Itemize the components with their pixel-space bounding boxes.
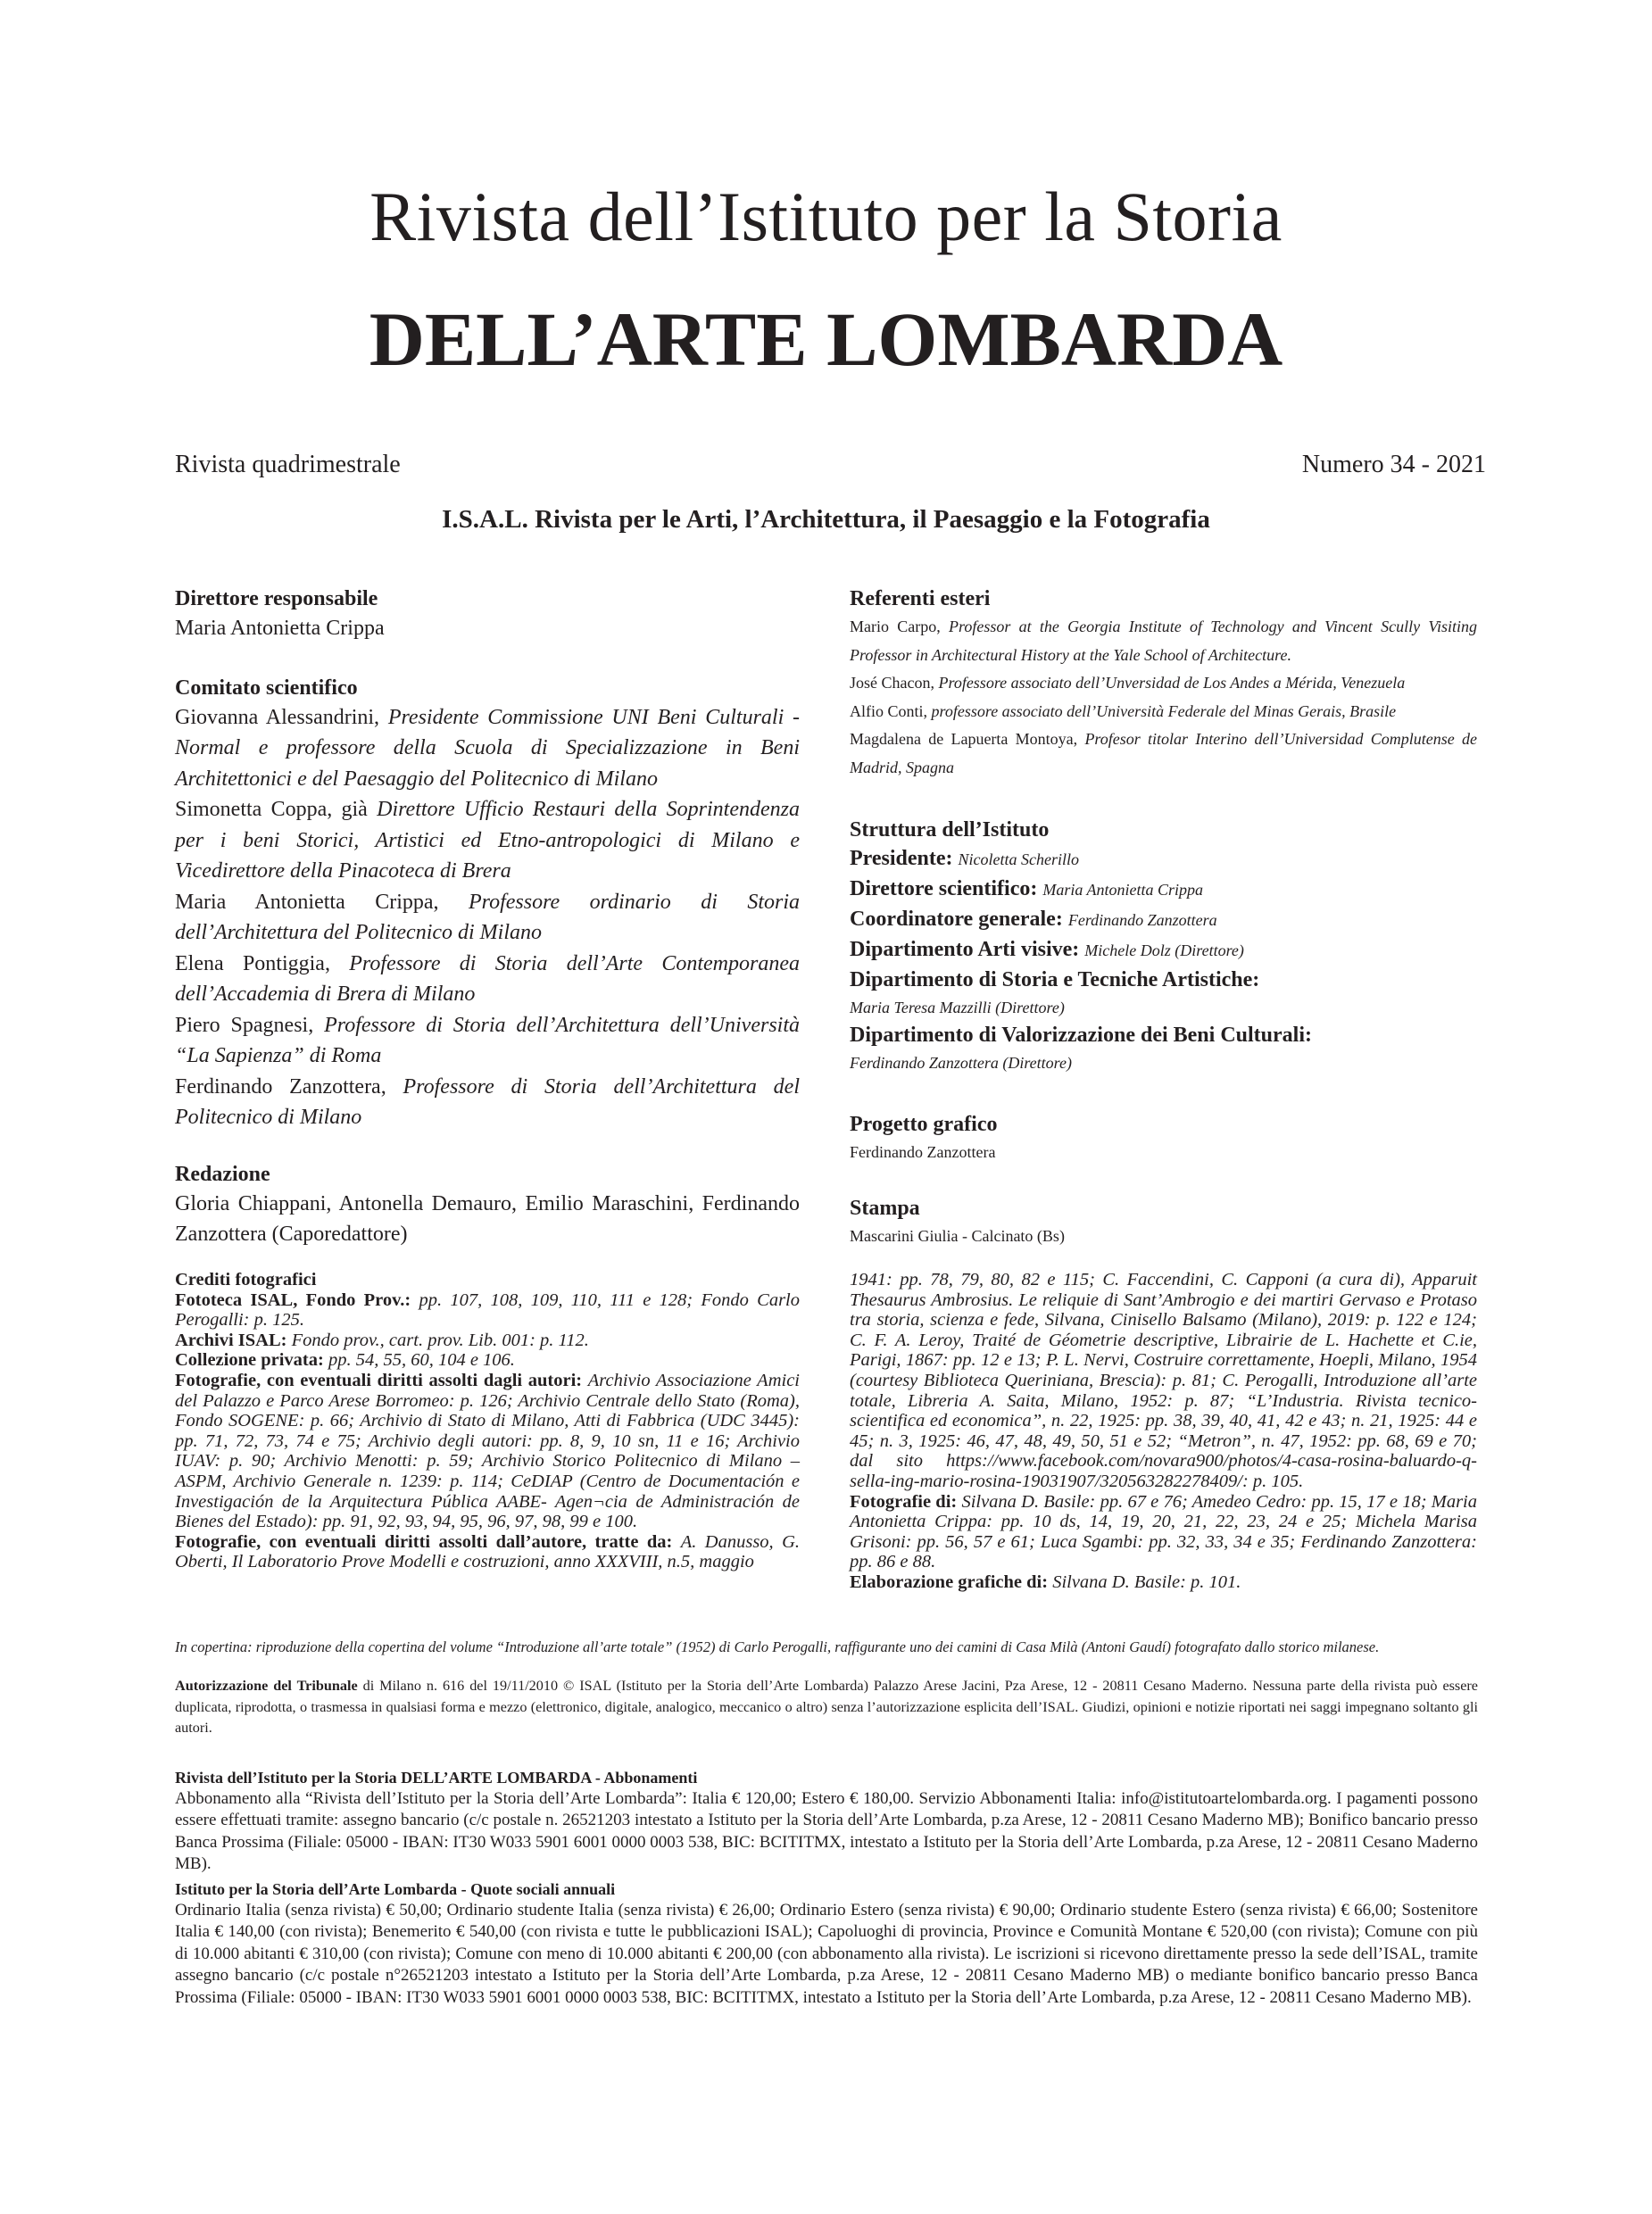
president-label: Presidente: <box>850 847 959 870</box>
structure-heading: Struttura dell’Istituto <box>850 818 1050 842</box>
legal-text: di Milano n. 616 del 19/11/2010 © ISAL (Istituto per la Storia dell’Arte Lombarda) Palazzo Arese Jacini, Pza Arese, 12 - 20811 Cesano Maderno. Nessuna parte della rivista può essere duplicata, riprodotta, o trasmessa in qualsiasi forma e mezzo (elettronico, digitale, analogico, meccanico o altro) senza l’autorizzazione esplicita dell’ISAL. Giudizi, opinioni e notizie riportati nei saggi impegnano soltanto gli autori. <box>175 1678 1478 1736</box>
credit-value: Archivio Associazione Amici del Palazzo e Parco Arese Borromeo: p. 126; Archivio Centrale dello Stato (Roma), Fondo SOGENE: p. 66; Archivio di Stato di Milano, Atti di Fabbrica (UDC 3445): pp. 71, 72, 73, 74 e 75; Archivio degli autori: pp. 8, 9, 10 sn, 11 e 16; Archivio IUAV: p. 90; Archivio Menotti: p. 59; Archivio Storico Politecnico di Milano – ASPM, Archivio Generale n. 1239: p. 114; CeDIAP (Centro de Documentación e Investigación de la Arquitectura Pública AABE- Agen¬cia de Administración de Bienes del Estado): pp. 91, 92, 93, 94, 95, 96, 97, 98, 99 e 100. <box>175 1370 800 1532</box>
journal-title: Rivista dell’Istituto per la Storia <box>369 178 1283 255</box>
credit-entry <box>175 1331 800 1351</box>
member-role: Direttore Ufficio Restauri della Soprintendenza per i beni Storici, Artistici ed Etno-antropologici di Milano e Vicedirettore della Pinacoteca di Brera <box>175 798 800 883</box>
dept-heritage-label: Dipartimento di Valorizzazione dei Beni Culturali: <box>850 1024 1312 1047</box>
dept-visual-arts-label: Dipartimento Arti visive: <box>850 938 1085 961</box>
publication-frequency: Rivista quadrimestrale <box>175 451 401 478</box>
committee-member <box>175 887 800 949</box>
right-column <box>850 585 1477 1250</box>
director-heading: Direttore responsabile <box>175 587 378 610</box>
subscriptions-text: Abbonamento alla “Rivista dell’Istituto per la Storia dell’Arte Lombarda”: Italia € 120,00; Estero € 180,00. Servizio Abbonamenti Italia: info@istitutoartelombarda.org. I pagamenti possono essere effettuati tramite: assegno bancario (c/c postale n. 26521203 intestato a Istituto per la Storia dell’Arte Lombarda, p.za Arese, 12 - 20811 Cesano Maderno MB); Bonifico bancario presso Banca Prossima (Filiale: 05000 - IBAN: IT30 W033 5901 6001 0000 0003 538, BIC: BCITITMX, intestato a Istituto per la Storia dell’Arte Lombarda, p.za Arese, 12 - 20811 Cesano Maderno MB). <box>175 1789 1478 1874</box>
committee-heading: Comitato scientifico <box>175 676 358 700</box>
member-role: Professore di Storia dell’Architettura dell’Università “La Sapienza” di Roma <box>175 1013 800 1067</box>
credit-entry <box>175 1532 800 1572</box>
editorial-staff: Gloria Chiappani, Antonella Demauro, Emilio Maraschini, Ferdinando Zanzottera (Caporedattore) <box>175 1191 800 1246</box>
referent-role: Profesor titolar Interino dell’Universidad Complutense de Madrid, Spagna <box>850 730 1477 776</box>
credits-heading: Crediti fotografici <box>175 1270 317 1289</box>
referent-role: Professore associato dell’Unversidad de Los Andes a Mérida, Venezuela <box>938 674 1406 692</box>
coordinator-line <box>850 905 1477 935</box>
credit-label: Elaborazione grafiche di: <box>850 1571 1053 1592</box>
scientific-director-label: Direttore scientifico: <box>850 877 1043 900</box>
committee-member <box>175 949 800 1010</box>
dept-heritage-head: Ferdinando Zanzottera (Direttore) <box>850 1054 1072 1072</box>
scientific-director-line <box>850 875 1477 905</box>
member-role: Professore di Storia dell’Arte Contemporanea dell’Accademia di Brera di Milano <box>175 951 801 1006</box>
credit-entry <box>175 1290 800 1331</box>
design-heading: Progetto grafico <box>850 1113 998 1136</box>
coordinator-name: Ferdinando Zanzottera <box>1067 911 1217 929</box>
referent-name: Mario Carpo, <box>850 618 950 635</box>
journal-title-main: DELL’ARTE LOMBARDA <box>369 296 1283 382</box>
referent-role: Professor at the Georgia Institute of Technology and Vincent Scully Visiting Professor in Architectural History at the Yale School of Architecture. <box>850 618 1478 664</box>
membership-heading: Istituto per la Storia dell’Arte Lombarda - Quote sociali annuali <box>175 1880 616 1898</box>
print-heading: Stampa <box>850 1196 920 1220</box>
credit-value: pp. 107, 108, 109, 110, 111 e 128; Fondo Carlo Perogalli: p. 125. <box>175 1289 800 1331</box>
credit-continuation: 1941: pp. 78, 79, 80, 82 e 115; C. Faccendini, C. Capponi (a cura di), Apparuit Thesaurus Ambrosius. Le reliquie di Sant’Ambrogio e dei martiri Gervaso e Protaso tra storia, scienza e fede, Silvana, Cinisello Balsamo (Milano), 2019: p. 122 e 124; C. F. A. Leroy, Traité de Géometrie descriptive, Librairie de L. Hachette et C.ie, Parigi, 1867: pp. 12 e 13; P. L. Nervi, Costruire correttamente, Hoepli, Milano, 1954 (courtesy Biblioteca Queriniana, Brescia): p. 81; C. Perogalli, Introduzione all’arte totale, Libreria A. Saita, Milano, 1952: p. 87; “L’Industria. Rivista tecnico-scientifica ed economica”, n. 22, 1925: pp. 38, 39, 40, 41, 42 e 43; n. 21, 1925: 44 e 45; n. 3, 1925: 46, 47, 48, 49, 50, 51 e 52; “Metron”, n. 47, 1952: pp. 68, 69 e 70; dal sito https://www.facebook.com/novara900/photos/4-casa-rosina-baluardo-q-sella-ing-mario-rosina-19031907/320563282278409/: p. 105. <box>850 1270 1477 1491</box>
photo-credits-left <box>175 1270 800 1572</box>
foreign-referent <box>850 613 1477 669</box>
credit-value: pp. 54, 55, 60, 104 e 106. <box>328 1350 515 1371</box>
foreign-referent <box>850 698 1477 726</box>
foreign-referent <box>850 726 1477 782</box>
credit-label: Fotografie di: <box>850 1491 962 1512</box>
director-name: Maria Antonietta Crippa <box>175 617 385 640</box>
committee-member <box>175 1072 800 1133</box>
dept-visual-arts-line <box>850 935 1477 966</box>
credit-label: Fototeca ISAL, Fondo Prov.: <box>175 1289 419 1310</box>
journal-subtitle: I.S.A.L. Rivista per le Arti, l’Architettura, il Paesaggio e la Fotografia <box>442 505 1210 534</box>
member-role: Professore di Storia dell’Architettura del Politecnico di Milano <box>175 1074 800 1129</box>
member-role: Presidente Commissione UNI Beni Culturali - Normal e professore della Scuola di Specializzazione in Beni Architettonici e del Paesaggio del Politecnico di Milano <box>175 705 801 791</box>
committee-member <box>175 1010 800 1072</box>
legal-notice <box>175 1676 1478 1739</box>
credit-label: Collezione privata: <box>175 1350 328 1371</box>
membership-block <box>175 1878 1478 2009</box>
coordinator-label: Coordinatore generale: <box>850 908 1068 931</box>
referent-name: José Chacon, <box>850 674 939 692</box>
member-name: Giovanna Alessandrini, <box>175 705 388 729</box>
president-line <box>850 844 1477 875</box>
credit-value: Silvana D. Basile: p. 101. <box>1052 1571 1241 1592</box>
dept-visual-arts-head: Michele Dolz (Direttore) <box>1084 941 1244 959</box>
issue-number: Numero 34 - 2021 <box>1301 451 1486 478</box>
design-name: Ferdinando Zanzottera <box>850 1143 996 1161</box>
dept-history-head: Maria Teresa Mazzilli (Direttore) <box>850 999 1065 1016</box>
foreign-referents-heading: Referenti esteri <box>850 587 991 610</box>
credit-label: Fotografie, con eventuali diritti assolti dall’autore, tratte da: <box>175 1531 681 1552</box>
credit-label: Archivi ISAL: <box>175 1330 292 1350</box>
president-name: Nicoletta Scherillo <box>958 850 1080 868</box>
print-name: Mascarini Giulia - Calcinato (Bs) <box>850 1226 1065 1245</box>
member-name: Maria Antonietta Crippa, <box>175 890 469 914</box>
left-column <box>175 585 800 1250</box>
member-role: Professore ordinario di Storia dell’Architettura del Politecnico di Milano <box>175 890 800 944</box>
member-name: Piero Spagnesi, <box>175 1013 325 1037</box>
subscriptions-block <box>175 1767 1478 1876</box>
referent-name: Magdalena de Lapuerta Montoya, <box>850 730 1085 748</box>
dept-history-label: Dipartimento di Storia e Tecniche Artistiche: <box>850 968 1260 991</box>
member-name: Simonetta Coppa, già <box>175 798 378 821</box>
committee-member <box>175 794 800 887</box>
committee-member <box>175 702 800 795</box>
cover-note: In copertina: riproduzione della copertina del volume “Introduzione all’arte totale” (1952) di Carlo Perogalli, raffigurante uno dei camini di Casa Milà (Antoni Gaudí) fotografato dallo storico milanese. <box>175 1638 1380 1655</box>
referent-role: professore associato dell’Università Federale del Minas Gerais, Brasile <box>931 701 1397 720</box>
credit-entry <box>850 1492 1477 1572</box>
credit-label: Fotografie, con eventuali diritti assolti dagli autori: <box>175 1370 588 1390</box>
credit-entry <box>850 1572 1477 1593</box>
credit-value: Silvana D. Basile: pp. 67 e 76; Amedeo Cedro: pp. 15, 17 e 18; Maria Antonietta Crippa: pp. 10 ds, 14, 19, 20, 21, 22, 23, 24 e 25; Michela Marisa Grisoni: pp. 56, 57 e 61; Luca Sgambi: pp. 32, 33, 34 e 35; Ferdinando Zanzottera: pp. 86 e 88. <box>850 1491 1477 1572</box>
credit-entry <box>175 1371 800 1532</box>
foreign-referent <box>850 669 1477 698</box>
photo-credits-right <box>850 1270 1477 1593</box>
editorial-heading: Redazione <box>175 1162 270 1186</box>
scientific-director-name: Maria Antonietta Crippa <box>1042 881 1204 899</box>
member-name: Ferdinando Zanzottera, <box>175 1074 403 1099</box>
credit-value: Fondo prov., cart. prov. Lib. 001: p. 112. <box>291 1330 589 1350</box>
legal-label: Autorizzazione del Tribunale <box>175 1678 358 1694</box>
credit-entry <box>175 1350 800 1371</box>
subscriptions-heading: Rivista dell’Istituto per la Storia DELL’ARTE LOMBARDA - Abbonamenti <box>175 1769 698 1787</box>
membership-text: Ordinario Italia (senza rivista) € 50,00; Ordinario studente Italia (senza rivista) € 26,00; Ordinario Estero (senza rivista) € 90,00; Ordinario studente Estero (senza rivista) € 66,00; Sostenitore Italia € 140,00 (con rivista); Benemerito € 540,00 (con rivista e tutte le pubblicazioni ISAL); Capoluoghi di provincia, Province e Comunità Montane € 520,00 (con rivista); Comune con più di 10.000 abitanti € 310,00 (con rivista); Comune con meno di 10.000 abitanti € 200,00 (con abbonamento alla rivista). Le iscrizioni si ricevono direttamente presso la sede dell’ISAL, tramite assegno bancario (c/c postale n°26521203 intestato a Istituto per la Storia dell’Arte Lombarda, p.za Arese, 12 - 20811 Cesano Maderno MB) o mediante bonifico bancario presso Banca Prossima (Filiale: 05000 - IBAN: IT30 W033 5901 6001 0000 0003 538, BIC: BCITITMX, intestato a Istituto per la Storia dell’Arte Lombarda, p.za Arese, 12 - 20811 Cesano Maderno MB). <box>175 1901 1478 2007</box>
member-name: Elena Pontiggia, <box>175 951 350 975</box>
referent-name: Alfio Conti, <box>850 701 932 720</box>
credit-value: A. Danusso, G. Oberti, Il Laboratorio Prove Modelli e costruzioni, anno XXXVIII, n.5, maggio <box>175 1531 800 1572</box>
